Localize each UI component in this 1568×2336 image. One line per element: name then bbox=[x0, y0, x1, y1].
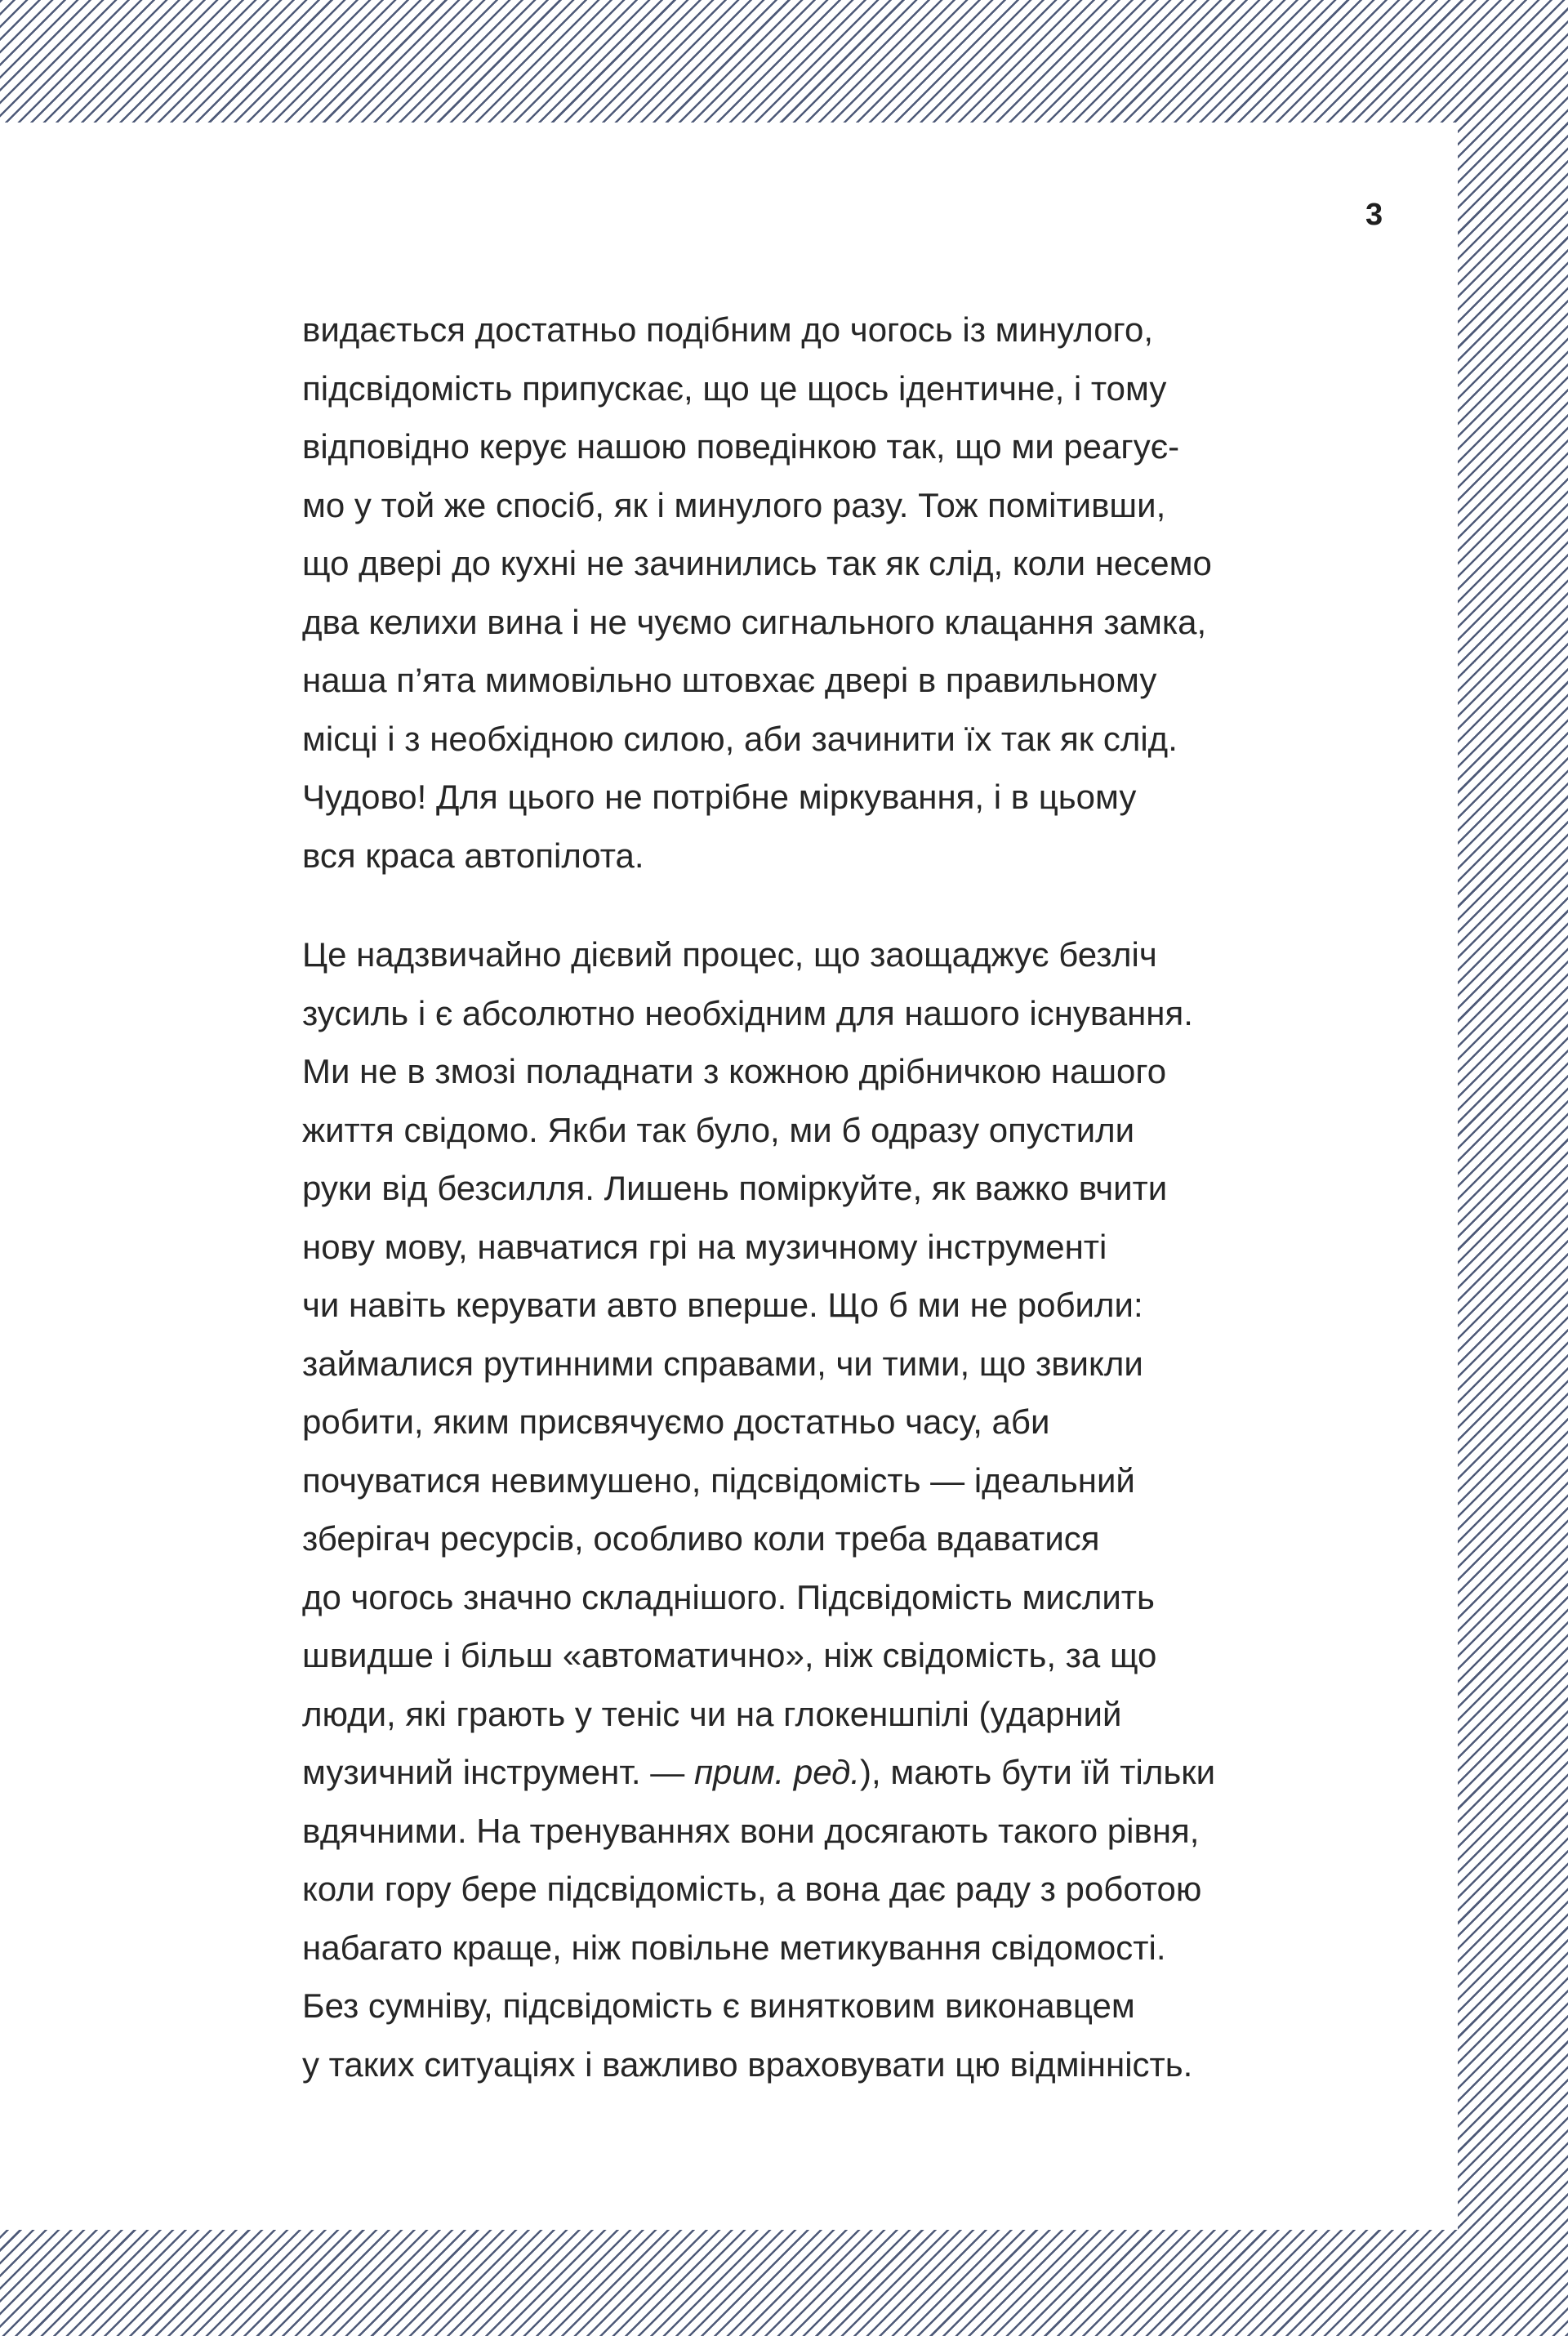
text-line: робити, яким присвячуємо достатньо часу, аби bbox=[302, 1402, 1050, 1441]
text-line: займалися рутинними справами, чи тими, що звикли bbox=[302, 1344, 1143, 1383]
text-line: Без сумніву, підсвідомість є винятковим виконавцем bbox=[302, 1986, 1135, 2025]
text-line: до чогось значно складнішого. Підсвідомість мислить bbox=[302, 1577, 1155, 1616]
text-line: місці і з необхідною силою, аби зачинити їх так як слід. bbox=[302, 719, 1178, 758]
text-line: Чудово! Для цього не потрібне міркування, і в цьому bbox=[302, 778, 1137, 816]
text-line: руки від безсилля. Лишень поміркуйте, як важко вчити bbox=[302, 1169, 1168, 1207]
text-line: швидше і більш «автоматично», ніж свідомість, за що bbox=[302, 1636, 1157, 1674]
text-line: вдячними. На тренуваннях вони досягають такого рівня, bbox=[302, 1811, 1200, 1850]
text-line: нову мову, навчатися грі на музичному інструменті bbox=[302, 1227, 1107, 1266]
text-run: музичний інструмент. — bbox=[302, 1753, 694, 1791]
text-line: життя свідомо. Якби так було, ми б одразу опустили bbox=[302, 1110, 1135, 1149]
paragraph bbox=[302, 925, 1282, 2093]
text-line: у таких ситуаціях і важливо враховувати цю відмінність. bbox=[302, 2044, 1193, 2084]
paragraph bbox=[302, 301, 1282, 885]
text-line: вся краса автопілота. bbox=[302, 836, 644, 875]
text-line: наша п’ята мимовільно штовхає двері в правильному bbox=[302, 661, 1157, 699]
text-line: відповідно керує нашою поведінкою так, що ми реагує- bbox=[302, 427, 1180, 466]
editor-note: прим. ред. bbox=[693, 1753, 861, 1791]
page-number: 3 bbox=[1365, 198, 1383, 232]
text-line: підсвідомість припускає, що це щось ідентичне, і тому bbox=[302, 368, 1167, 408]
text-line: видається достатньо подібним до чогось із минулого, bbox=[302, 310, 1153, 349]
text-line: набагато краще, ніж повільне метикування свідомості. bbox=[302, 1928, 1166, 1967]
text-line: зберігач ресурсів, особливо коли треба вдаватися bbox=[302, 1519, 1100, 1558]
text-line: люди, які грають у теніс чи на глокеншпілі (ударний bbox=[302, 1694, 1122, 1733]
text-line: що двері до кухні не зачинились так як слід, коли несемо bbox=[302, 544, 1212, 582]
text-run: ), мають бути їй тільки bbox=[860, 1753, 1216, 1791]
text-line: два келихи вина і не чуємо сигнального клацання замка, bbox=[302, 602, 1207, 641]
body-text bbox=[302, 301, 1282, 2093]
text-line bbox=[302, 1743, 1282, 1802]
text-line: почуватися невимушено, підсвідомість — ідеальний bbox=[302, 1460, 1135, 1500]
text-line: чи навіть керувати авто вперше. Що б ми не робили: bbox=[302, 1286, 1143, 1324]
text-line: Це надзвичайно дієвий процес, що заощаджує безліч bbox=[302, 935, 1157, 974]
text-line: мо у той же спосіб, як і минулого разу. Тож помітивши, bbox=[302, 485, 1166, 524]
text-line: зусиль і є абсолютно необхідним для нашого існування. bbox=[302, 993, 1193, 1032]
text-line: Ми не в змозі поладнати з кожною дрібничкою нашого bbox=[302, 1052, 1167, 1090]
text-line: коли гору бере підсвідомість, а вона дає раду з роботою bbox=[302, 1870, 1202, 1908]
